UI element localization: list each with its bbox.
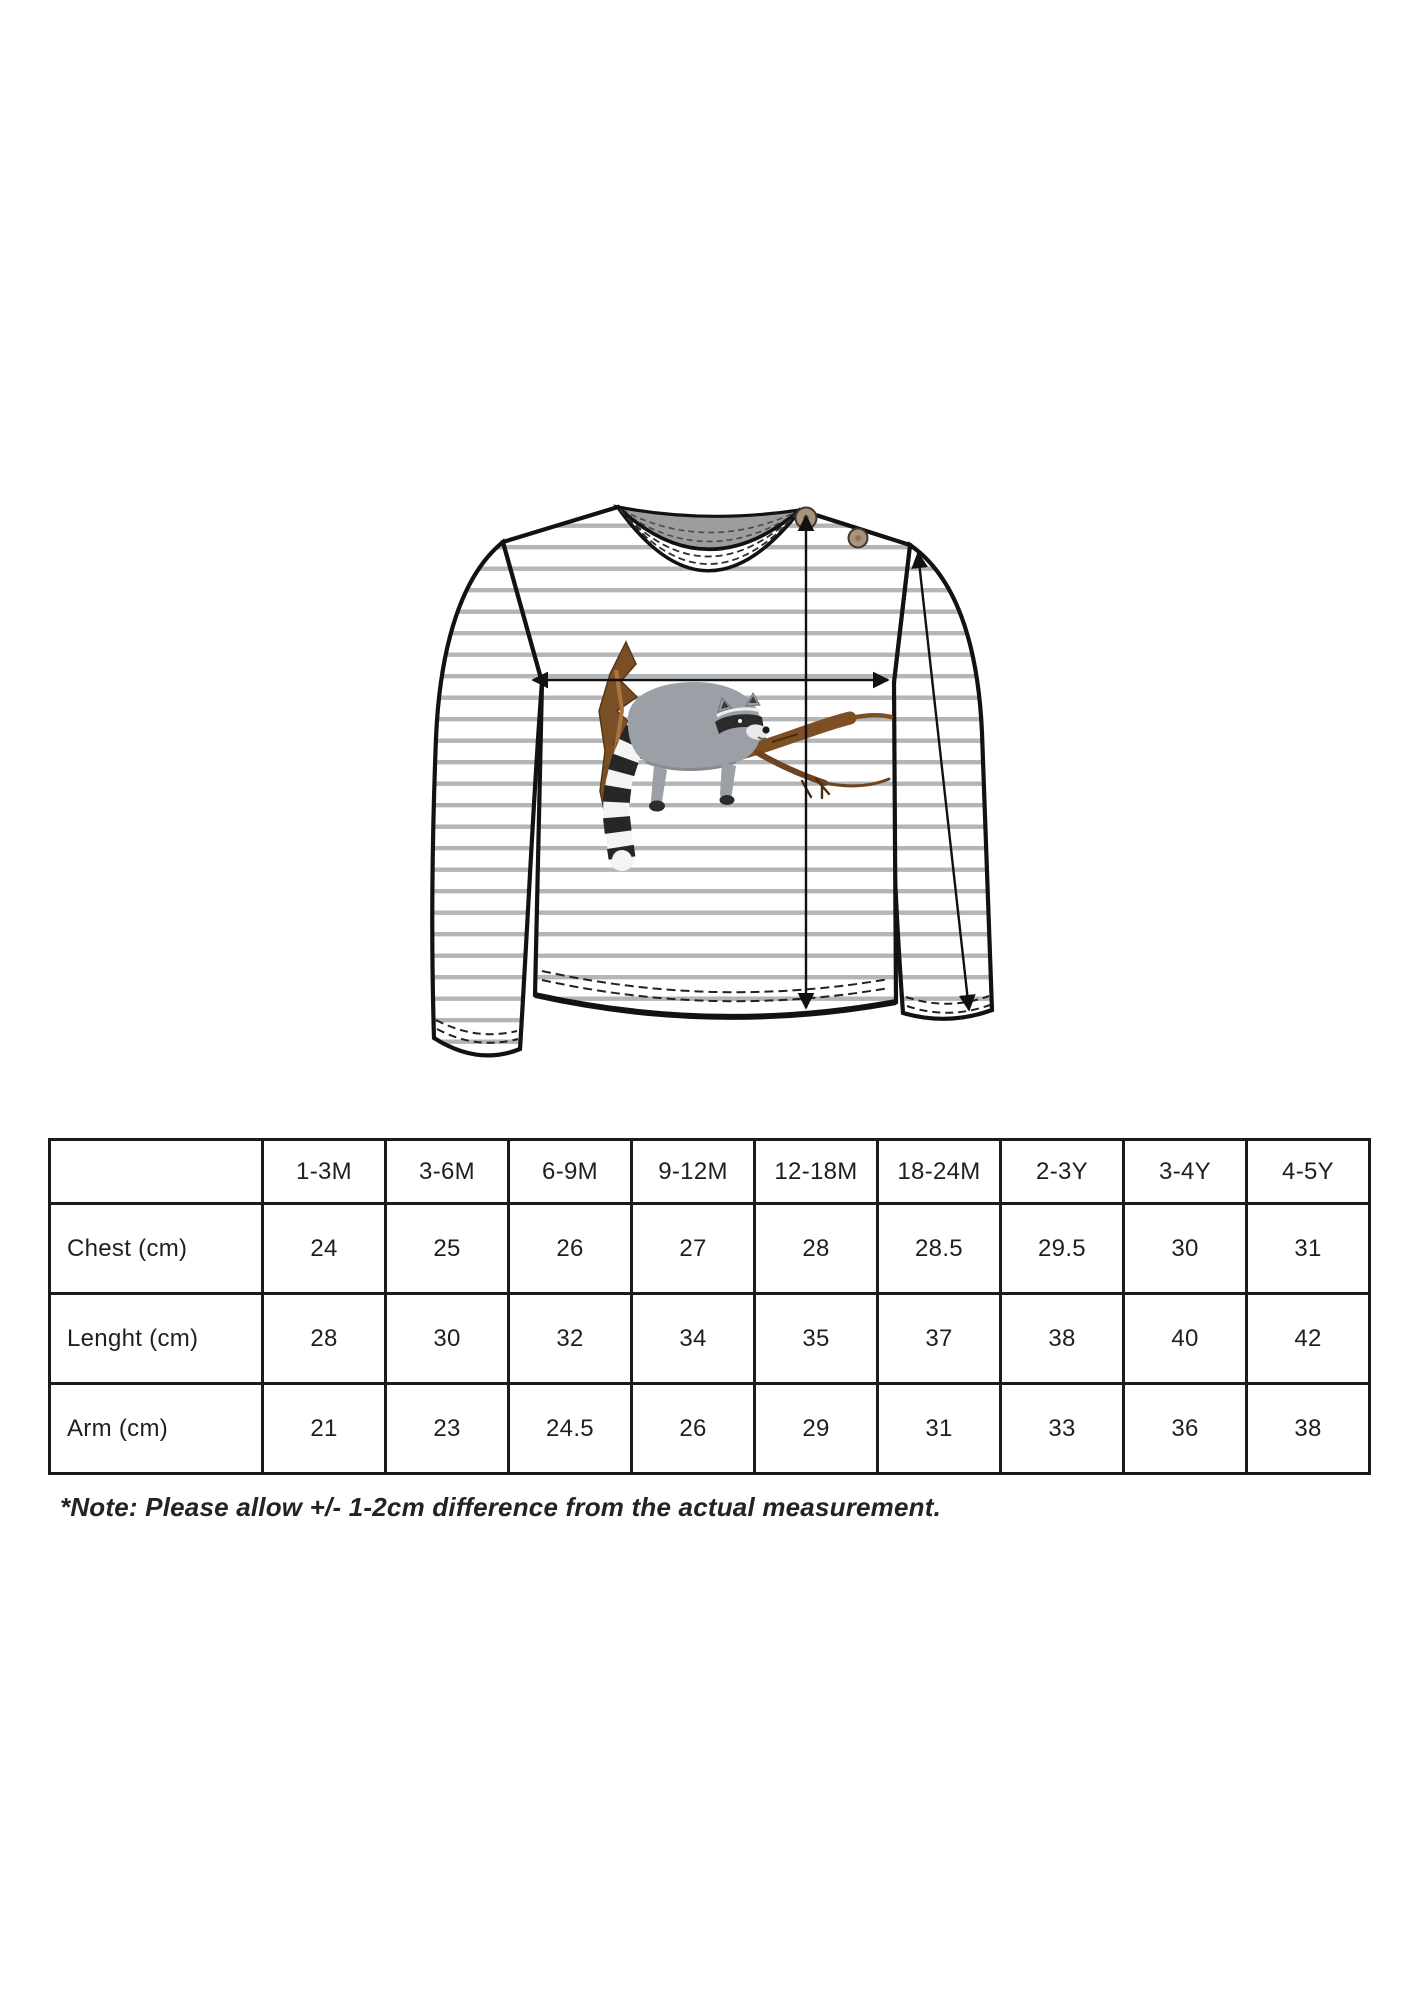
size-value-cell: 25 xyxy=(386,1204,509,1294)
size-value-cell: 31 xyxy=(878,1384,1001,1474)
corner-cell xyxy=(50,1140,263,1204)
size-value-cell: 27 xyxy=(632,1204,755,1294)
table-row xyxy=(50,1204,1370,1294)
row-label: Lenght (cm) xyxy=(50,1294,263,1384)
table-row xyxy=(50,1384,1370,1474)
size-value-cell: 38 xyxy=(1247,1384,1370,1474)
size-value-cell: 36 xyxy=(1124,1384,1247,1474)
size-value-cell: 30 xyxy=(386,1294,509,1384)
size-column-header: 4-5Y xyxy=(1247,1140,1370,1204)
size-value-cell: 23 xyxy=(386,1384,509,1474)
size-column-header: 18-24M xyxy=(878,1140,1001,1204)
size-value-cell: 42 xyxy=(1247,1294,1370,1384)
size-value-cell: 34 xyxy=(632,1294,755,1384)
size-value-cell: 21 xyxy=(263,1384,386,1474)
size-value-cell: 29.5 xyxy=(1001,1204,1124,1294)
row-label: Chest (cm) xyxy=(50,1204,263,1294)
measurement-note: *Note: Please allow +/- 1-2cm difference from the actual measurement. xyxy=(60,1492,942,1522)
size-value-cell: 33 xyxy=(1001,1384,1124,1474)
size-value-cell: 38 xyxy=(1001,1294,1124,1384)
row-label: Arm (cm) xyxy=(50,1384,263,1474)
size-value-cell: 40 xyxy=(1124,1294,1247,1384)
table-row xyxy=(50,1294,1370,1384)
size-column-header: 9-12M xyxy=(632,1140,755,1204)
size-value-cell: 28.5 xyxy=(878,1204,1001,1294)
table-header-row xyxy=(50,1140,1370,1204)
size-column-header: 3-6M xyxy=(386,1140,509,1204)
size-value-cell: 24.5 xyxy=(509,1384,632,1474)
size-value-cell: 32 xyxy=(509,1294,632,1384)
size-column-header: 12-18M xyxy=(755,1140,878,1204)
size-column-header: 2-3Y xyxy=(1001,1140,1124,1204)
size-value-cell: 37 xyxy=(878,1294,1001,1384)
shirt-diagram xyxy=(370,450,1050,1130)
right-sleeve xyxy=(892,545,992,1019)
size-value-cell: 35 xyxy=(755,1294,878,1384)
size-value-cell: 24 xyxy=(263,1204,386,1294)
size-column-header: 3-4Y xyxy=(1124,1140,1247,1204)
size-value-cell: 26 xyxy=(509,1204,632,1294)
size-chart-table xyxy=(48,1138,1371,1475)
size-value-cell: 28 xyxy=(755,1204,878,1294)
size-value-cell: 30 xyxy=(1124,1204,1247,1294)
size-column-header: 1-3M xyxy=(263,1140,386,1204)
size-column-header: 6-9M xyxy=(509,1140,632,1204)
size-value-cell: 26 xyxy=(632,1384,755,1474)
size-value-cell: 29 xyxy=(755,1384,878,1474)
size-value-cell: 31 xyxy=(1247,1204,1370,1294)
size-value-cell: 28 xyxy=(263,1294,386,1384)
